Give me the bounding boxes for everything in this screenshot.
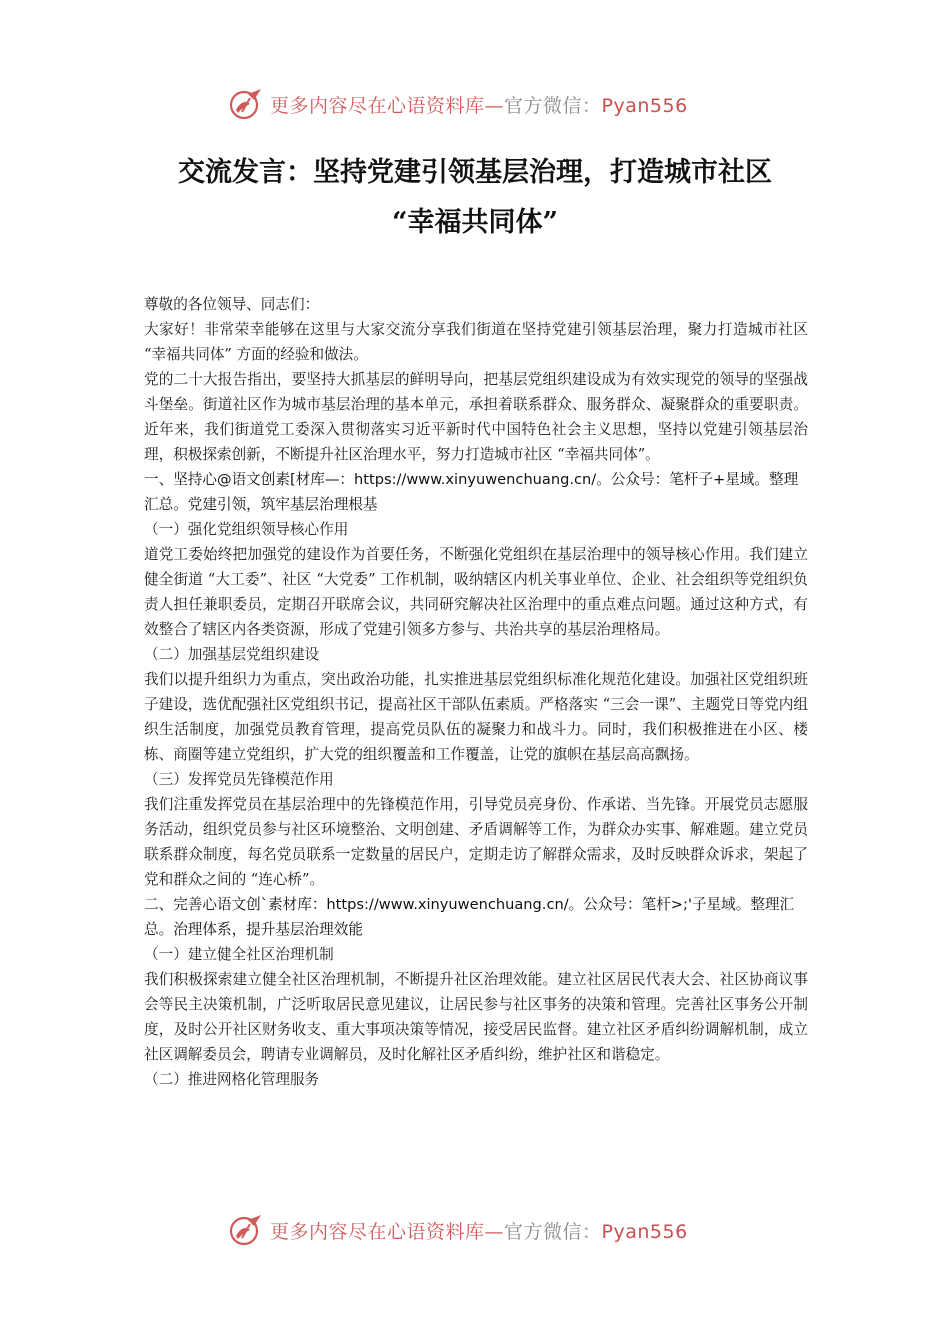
subheading-2-1: （一）建立健全社区治理机制	[144, 946, 334, 963]
paragraph-1-2: 我们以提升组织力为重点，突出政治功能，扎实推进基层党组织标准化规范化建设。加强社区党组织班子建设，选优配强社区党组织书记，提高社区干部队伍素质。严格落实 “三会一课”、主题党日等党内组织生活制度，加强党员教育管理，提高党员队伍的凝聚力和战斗力。同时，我们积极推进在小区、楼栋、商圈等建立党组织，扩大党的组织覆盖和工作覆盖，让党的旗帜在基层高高飘扬。	[144, 671, 808, 763]
watermark-text: 更多内容尽在心语资料库—官方微信：Pyan556	[270, 94, 688, 117]
title-line-1: 交流发言：坚持党建引领基层治理，打造城市社区	[178, 157, 772, 188]
subheading-1-2: （二）加强基层党组织建设	[144, 646, 320, 663]
watermark-footer	[228, 1210, 728, 1250]
subheading-1-3: （三）发挥党员先锋模范作用	[144, 771, 334, 788]
title-line-2: “幸福共同体”	[391, 207, 559, 238]
subheading-1-1: （一）强化党组织领导核心作用	[144, 521, 349, 538]
pen-logo-icon	[228, 1212, 264, 1248]
section-heading-2: 二、完善心语文创`素材库：https://www.xinyuwenchuang.cn/。公众号：笔杆>;'子星域。整理汇总。治理体系，提升基层治理效能	[144, 896, 795, 938]
subheading-2-2: （二）推进网格化管理服务	[144, 1071, 320, 1088]
paragraph-1-3: 我们注重发挥党员在基层治理中的先锋模范作用，引导党员亮身份、作承诺、当先锋。开展党员志愿服务活动，组织党员参与社区环境整治、文明创建、矛盾调解等工作，为群众办实事、解难题。建立党员联系群众制度，每名党员联系一定数量的居民户，定期走访了解群众需求，及时反映群众诉求，架起了党和群众之间的 “连心桥”。	[144, 796, 808, 888]
paragraph-1-1: 道党工委始终把加强党的建设作为首要任务，不断强化党组织在基层治理中的领导核心作用。我们建立健全街道 “大工委”、社区 “大党委” 工作机制，吸纳辖区内机关事业单位、企业、社会组织等党组织负责人担任兼职委员，定期召开联席会议，共同研究解决社区治理中的重点难点问题。通过这种方式，有效整合了辖区内各类资源，形成了党建引领多方参与、共治共享的基层治理格局。	[144, 546, 808, 638]
document-title	[100, 148, 850, 248]
paragraph-context: 党的二十大报告指出，要坚持大抓基层的鲜明导向，把基层党组织建设成为有效实现党的领导的坚强战斗堡垒。街道社区作为城市基层治理的基本单元，承担着联系群众、服务群众、凝聚群众的重要职责。近年来，我们街道党工委深入贯彻落实习近平新时代中国特色社会主义思想，坚持以党建引领基层治理，积极探索创新，不断提升社区治理水平，努力打造城市社区 “幸福共同体”。	[144, 371, 808, 463]
paragraph-intro: 大家好！非常荣幸能够在这里与大家交流分享我们街道在坚持党建引领基层治理，聚力打造城市社区 “幸福共同体” 方面的经验和做法。	[144, 321, 808, 363]
document-body	[144, 292, 808, 1092]
pen-logo-icon	[228, 86, 264, 122]
watermark-text: 更多内容尽在心语资料库—官方微信：Pyan556	[270, 1220, 688, 1243]
paragraph-2-1: 我们积极探索建立健全社区治理机制，不断提升社区治理效能。建立社区居民代表大会、社区协商议事会等民主决策机制，广泛听取居民意见建议，让居民参与社区事务的决策和管理。完善社区事务公开制度，及时公开社区财务收支、重大事项决策等情况，接受居民监督。建立社区矛盾纠纷调解机制，成立社区调解委员会，聘请专业调解员，及时化解社区矛盾纠纷，维护社区和谐稳定。	[144, 971, 808, 1063]
watermark-header	[228, 84, 728, 124]
greeting: 尊敬的各位领导、同志们：	[144, 296, 320, 313]
section-heading-1: 一、坚持心@语文创素[材库—：https://www.xinyuwenchuang.cn/。公众号：笔杆子+星域。整理汇总。党建引领，筑牢基层治理根基	[144, 471, 799, 513]
